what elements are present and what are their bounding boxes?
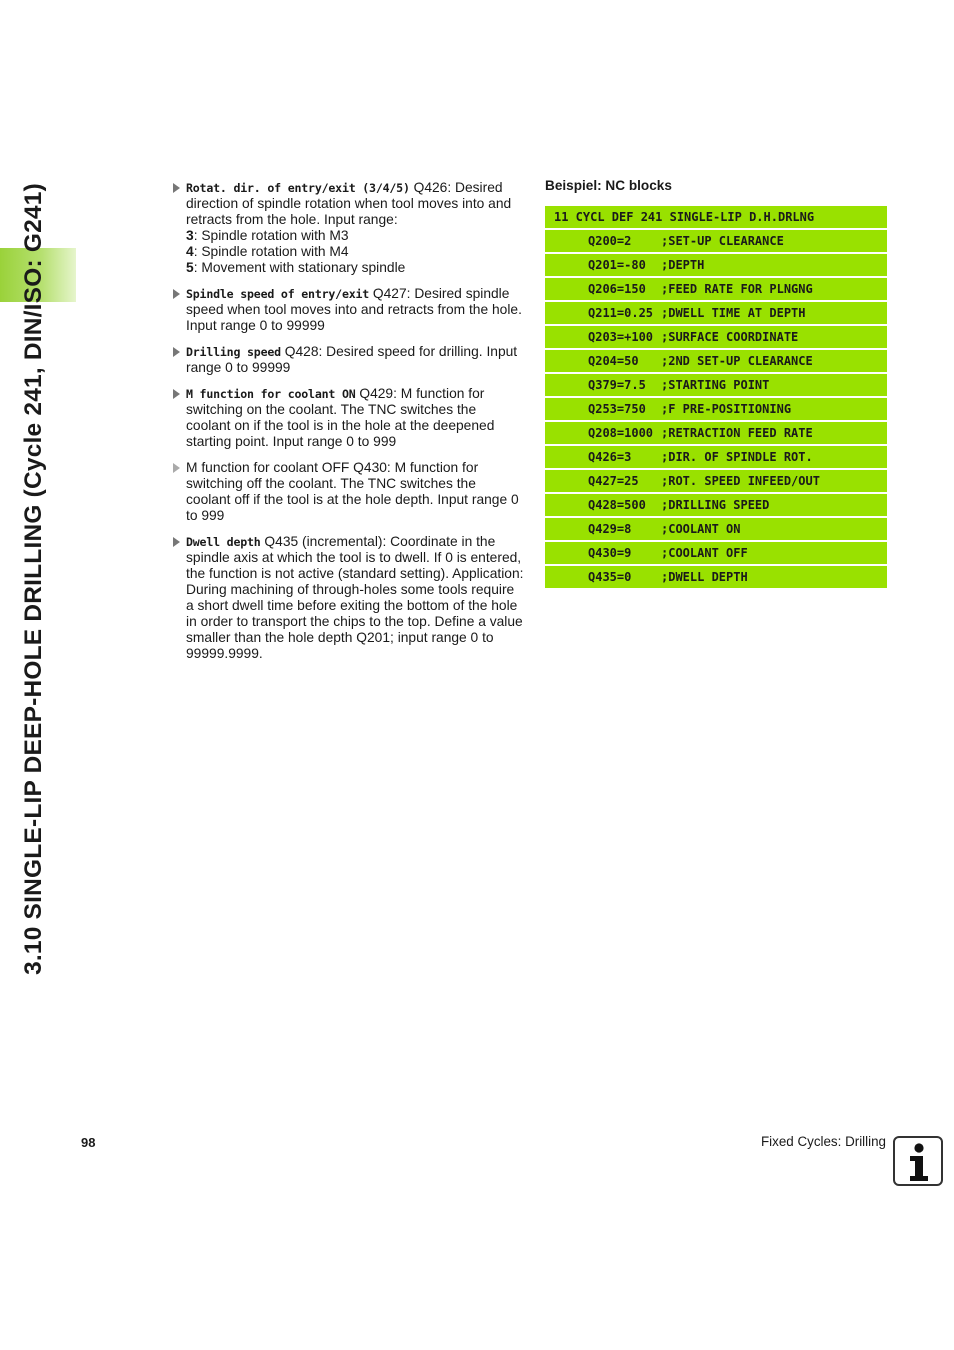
nc-code: Q426=3 (588, 450, 632, 464)
param-q427-text (186, 286, 524, 334)
param-desc: Q427: Desired spindle speed when tool moves into and retracts from the hole. Input range 0 to 99999 (186, 286, 522, 333)
nc-code: Q206=150 (588, 282, 646, 296)
side-title-container (14, 170, 54, 988)
nc-comment: ;COOLANT OFF (661, 546, 748, 560)
nc-comment: ;STARTING POINT (661, 378, 770, 392)
nc-line (545, 470, 887, 492)
nc-line (545, 254, 887, 276)
param-q426-text (186, 180, 524, 228)
nc-code: Q204=50 (588, 354, 639, 368)
option-4: 4: Spindle rotation with M4 (186, 244, 349, 259)
bullet-triangle-icon (173, 289, 180, 299)
param-q427 (172, 286, 524, 334)
param-desc: Q428: Desired speed for drilling. Input range 0 to 99999 (186, 344, 518, 375)
param-name: Spindle speed of entry/exit (186, 287, 370, 301)
param-name: Drilling speed (186, 345, 281, 359)
nc-line (545, 326, 887, 348)
nc-comment: ;DRILLING SPEED (661, 498, 770, 512)
side-chapter-title: 3.10 SINGLE-LIP DEEP-HOLE DRILLING (Cycle 241, DIN/ISO: G241) (20, 183, 47, 975)
param-q430-text: M function for coolant OFF Q430: M function for switching off the coolant. The TNC switches the coolant off if the tool is at the hole depth. Input range 0 to 999 (186, 460, 519, 523)
example-title: Beispiel: NC blocks (545, 178, 672, 193)
param-q429 (172, 386, 524, 450)
nc-lines (545, 230, 887, 588)
nc-code: Q211=0.25 (588, 306, 654, 320)
option-3: 3: Spindle rotation with M3 (186, 228, 349, 243)
param-q435-text (186, 534, 524, 662)
nc-comment: ;DEPTH (661, 258, 705, 272)
nc-code: Q428=500 (588, 498, 646, 512)
param-q428-text (186, 344, 524, 376)
nc-code: Q253=750 (588, 402, 646, 416)
nc-code: Q435=0 (588, 570, 632, 584)
page-number: 98 (81, 1135, 96, 1150)
nc-line (545, 494, 887, 516)
nc-code: Q200=2 (588, 234, 632, 248)
option-5: 5: Movement with stationary spindle (186, 260, 406, 275)
nc-line (545, 398, 887, 420)
param-name: Rotat. dir. of entry/exit (3/4/5) (186, 181, 410, 195)
param-q428 (172, 344, 524, 376)
bullet-triangle-icon (173, 389, 180, 399)
nc-code: Q208=1000 (588, 426, 654, 440)
nc-code: Q203=+100 (588, 330, 654, 344)
param-q429-text (186, 386, 524, 450)
nc-comment: ;2ND SET-UP CLEARANCE (661, 354, 813, 368)
param-q426 (172, 180, 524, 276)
param-desc: Q426: Desired direction of spindle rotation when tool moves into and retracts from the hole. Input range: (186, 180, 512, 227)
param-desc: Q435 (incremental): Coordinate in the spindle axis at which the tool is to dwell. If 0 is entered, the function is not active (standard setting). Application: During machining of through-holes some tools require a short dwell time before exiting the bottom of the hole in order to transport the chips to the top. Define a value smaller than the hole depth Q201; input range 0 to 99999.9999. (186, 534, 524, 661)
nc-comment: ;DWELL TIME AT DEPTH (661, 306, 806, 320)
bullet-triangle-icon (173, 537, 180, 547)
nc-comment: ;ROT. SPEED INFEED/OUT (661, 474, 820, 488)
nc-comment: ;FEED RATE FOR PLNGNG (661, 282, 813, 296)
footer-section: Fixed Cycles: Drilling (760, 1134, 886, 1149)
nc-code: Q430=9 (588, 546, 632, 560)
nc-line (545, 278, 887, 300)
nc-code: Q379=7.5 (588, 378, 646, 392)
nc-block-header (545, 206, 887, 228)
param-name: Dwell depth (186, 535, 261, 549)
bullet-triangle-icon (173, 463, 180, 473)
nc-line (545, 518, 887, 540)
nc-comment: ;F PRE-POSITIONING (661, 402, 792, 416)
info-glyph (895, 1138, 941, 1184)
nc-example (545, 178, 887, 590)
nc-line (545, 230, 887, 252)
nc-comment: ;DIR. OF SPINDLE ROT. (661, 450, 813, 464)
nc-comment: ;COOLANT ON (661, 522, 741, 536)
param-desc: Q429: M function for switching on the coolant. The TNC switches the coolant on if the tool is in the hole at the deepened starting point. Input range 0 to 999 (186, 386, 495, 449)
nc-comment: ;DWELL DEPTH (661, 570, 748, 584)
nc-code: Q429=8 (588, 522, 632, 536)
nc-line (545, 302, 887, 324)
nc-header-text: 11 CYCL DEF 241 SINGLE-LIP D.H.DRLNG (554, 210, 815, 224)
param-q430 (172, 460, 524, 524)
nc-code: Q427=25 (588, 474, 639, 488)
parameter-list (172, 180, 524, 672)
nc-line (545, 350, 887, 372)
nc-code: Q201=-80 (588, 258, 646, 272)
nc-line (545, 446, 887, 468)
nc-line (545, 566, 887, 588)
info-icon (893, 1136, 943, 1186)
nc-comment: ;RETRACTION FEED RATE (661, 426, 813, 440)
nc-line (545, 422, 887, 444)
param-q435 (172, 534, 524, 662)
bullet-triangle-icon (173, 183, 180, 193)
nc-comment: ;SURFACE COORDINATE (661, 330, 799, 344)
nc-line (545, 374, 887, 396)
param-name: M function for coolant ON (186, 387, 356, 401)
nc-line (545, 542, 887, 564)
nc-comment: ;SET-UP CLEARANCE (661, 234, 784, 248)
bullet-triangle-icon (173, 347, 180, 357)
